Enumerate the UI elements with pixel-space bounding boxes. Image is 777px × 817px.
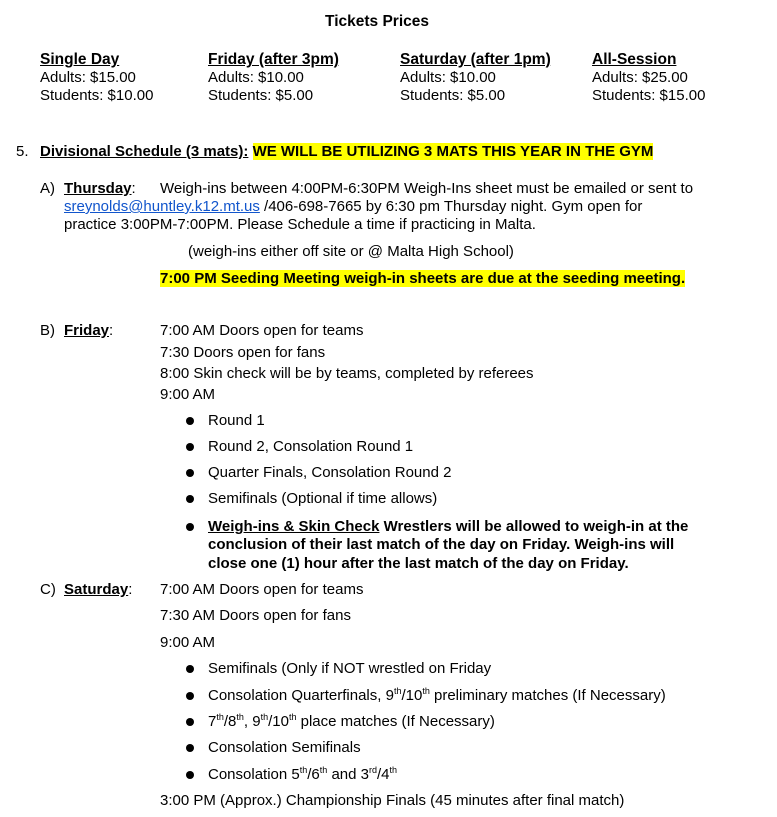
ticket-students-price: Students: $5.00 [400, 87, 506, 104]
ticket-column-single-day [40, 51, 153, 105]
bullet-icon [186, 771, 194, 779]
thursday-line-2-rest: /406-698-7665 by 6:30 pm Thursday night. Gym open for [259, 198, 643, 215]
superscript: th [422, 686, 430, 696]
ticket-header: Friday (after 3pm) [208, 51, 339, 68]
text-part: 7 [208, 713, 217, 730]
section-number: 5. [16, 143, 29, 160]
page-title: Tickets Prices [325, 13, 429, 30]
superscript: th [389, 765, 398, 775]
section-heading-text: Divisional Schedule (3 mats): [40, 143, 249, 160]
thursday-day: Thursday [64, 180, 132, 197]
ticket-header: Single Day [40, 51, 120, 68]
thursday-colon: : [131, 180, 136, 197]
friday-line: 8:00 Skin check will be by teams, completed by referees [160, 365, 534, 382]
ticket-adults-price: Adults: $10.00 [400, 69, 496, 86]
ticket-header: Saturday (after 1pm) [400, 51, 551, 68]
friday-bullet: Round 2, Consolation Round 1 [208, 438, 414, 455]
text-part: Consolation 5 [208, 766, 300, 783]
friday-day: Friday [64, 322, 110, 339]
saturday-day: Saturday [64, 581, 129, 598]
saturday-colon: : [128, 581, 133, 598]
superscript: th [288, 712, 297, 722]
bullet-icon [186, 523, 194, 531]
weighin-title: Weigh-ins & Skin Check [208, 518, 380, 535]
superscript: th [299, 765, 308, 775]
text-part: , 9 [243, 713, 261, 730]
saturday-line: 7:00 AM Doors open for teams [160, 581, 364, 598]
text-part: place matches (If Necessary) [296, 713, 495, 730]
saturday-bullet: Consolation Semifinals [208, 739, 361, 756]
weighin-text: Wrestlers will be allowed to weigh-in at the [379, 518, 689, 535]
superscript: th [236, 712, 244, 722]
friday-bullet: Round 1 [208, 412, 265, 429]
bullet-icon [186, 744, 194, 752]
thursday-line-3: practice 3:00PM-7:00PM. Please Schedule a time if practicing in Malta. [64, 216, 536, 233]
ticket-column-saturday [400, 51, 551, 105]
friday-colon: : [109, 322, 114, 339]
seeding-meeting-text: 7:00 PM Seeding Meeting weigh-in sheets are due at the seeding meeting. [160, 270, 686, 287]
weighin-line-3: close one (1) hour after the last match of the day on Friday. [208, 555, 629, 572]
seeding-meeting [160, 270, 685, 288]
friday-label [64, 322, 113, 340]
text-part: preliminary matches (If Necessary) [429, 687, 666, 704]
bullet-icon [186, 417, 194, 425]
ticket-header: All-Session [592, 51, 677, 68]
ticket-adults-price: Adults: $25.00 [592, 69, 688, 86]
ticket-students-price: Students: $10.00 [40, 87, 154, 104]
text-part: Consolation Quarterfinals, 9 [208, 687, 394, 704]
superscript: rd [369, 765, 378, 775]
championship-finals: 3:00 PM (Approx.) Championship Finals (45 minutes after final match) [160, 792, 625, 809]
bullet-icon [186, 718, 194, 726]
superscript: th [319, 765, 328, 775]
bullet-icon [186, 495, 194, 503]
ticket-column-friday [208, 51, 339, 105]
section-heading [40, 143, 653, 161]
ticket-adults-price: Adults: $10.00 [208, 69, 304, 86]
thursday-letter: A) [40, 180, 55, 197]
text-part: /6 [307, 766, 320, 783]
friday-bullet: Semifinals (Optional if time allows) [208, 490, 438, 507]
section-highlight: WE WILL BE UTILIZING 3 MATS THIS YEAR IN THE GYM [252, 143, 654, 160]
ticket-column-all-session [592, 51, 705, 105]
bullet-icon [186, 692, 194, 700]
saturday-bullet [208, 766, 397, 784]
saturday-letter: C) [40, 581, 56, 598]
friday-letter: B) [40, 322, 55, 339]
superscript: th [260, 712, 269, 722]
superscript: th [393, 686, 402, 696]
superscript: th [216, 712, 224, 722]
bullet-icon [186, 665, 194, 673]
ticket-adults-price: Adults: $15.00 [40, 69, 136, 86]
thursday-label [64, 180, 136, 198]
bullet-icon [186, 469, 194, 477]
bullet-icon [186, 443, 194, 451]
weighin-line-1 [208, 518, 688, 536]
text-part: /4 [377, 766, 390, 783]
saturday-bullet [208, 713, 495, 731]
saturday-bullet [208, 687, 666, 705]
friday-line: 9:00 AM [160, 386, 216, 403]
thursday-note: (weigh-ins either off site or @ Malta High School) [188, 243, 514, 260]
ticket-students-price: Students: $5.00 [208, 87, 314, 104]
text-part: /10 [401, 687, 423, 704]
weighin-line-2: conclusion of their last match of the day on Friday. Weigh-ins will [208, 536, 675, 553]
saturday-line: 7:30 AM Doors open for fans [160, 607, 351, 624]
email-link[interactable]: sreynolds@huntley.k12.mt.us [64, 198, 260, 215]
friday-bullet: Quarter Finals, Consolation Round 2 [208, 464, 452, 481]
friday-line: 7:30 Doors open for fans [160, 344, 326, 361]
friday-line: 7:00 AM Doors open for teams [160, 322, 364, 339]
saturday-line: 9:00 AM [160, 634, 216, 651]
saturday-bullet: Semifinals (Only if NOT wrestled on Friday [208, 660, 492, 677]
text-part: /10 [268, 713, 289, 730]
ticket-students-price: Students: $15.00 [592, 87, 706, 104]
thursday-line-1: Weigh-ins between 4:00PM-6:30PM Weigh-Ins sheet must be emailed or sent to [160, 180, 694, 197]
saturday-label [64, 581, 132, 599]
text-part: /8 [223, 713, 237, 730]
thursday-line-2 [64, 198, 642, 216]
text-part: and 3 [327, 766, 369, 783]
